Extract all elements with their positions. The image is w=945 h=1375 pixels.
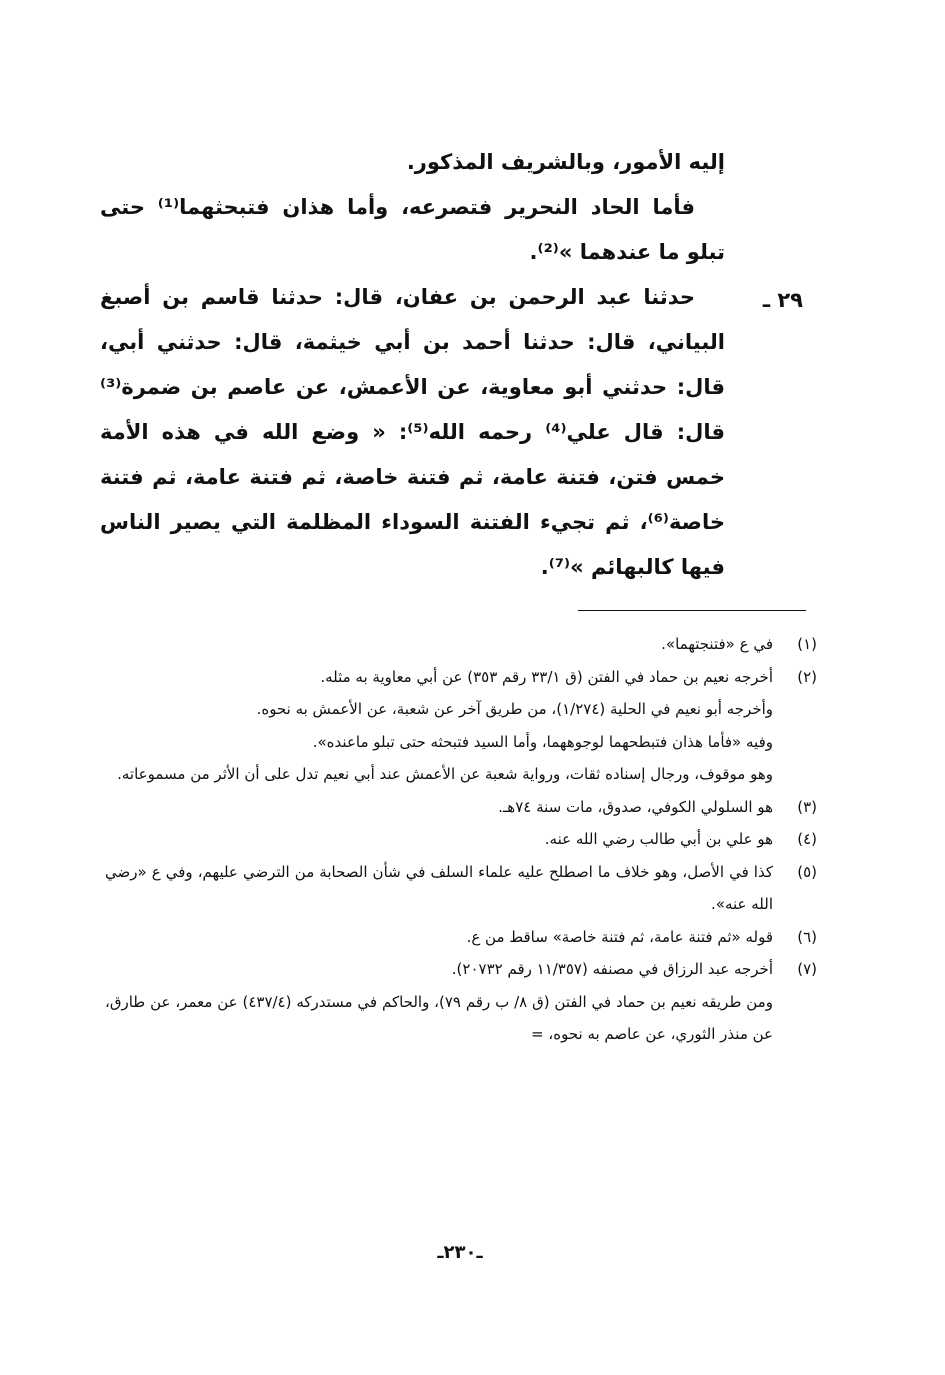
footnote-7-continuation: ومن طريقه نعيم بن حماد في الفتن (ق ٨/ ب رقم ٧٩)، والحاكم في مستدركه (٤٣٧/٤) عن معمر، عن طارق، عن منذر الثوري، عن عاصم به نحوه، =: [105, 992, 773, 1043]
footnote-4: [105, 823, 817, 856]
footnote-2-continuation: وأخرجه أبو نعيم في الحلية (١/٢٧٤)، من طريق آخر عن شعبة، عن الأعمش به نحوه.: [256, 700, 773, 718]
footnote-5: [105, 856, 817, 921]
footnote-text: في ع «فتنجتهما».: [661, 635, 773, 653]
footnote-number: (٣): [797, 797, 817, 816]
footnote-number: (٤): [797, 830, 817, 848]
footnote-text: قوله «ثم فتنة عامة، ثم فتنة خاصة» ساقط من ع.: [466, 927, 773, 946]
hadith-number: ٢٩ ـ: [762, 288, 803, 312]
footnote-text: أخرجه نعيم بن حماد في الفتن (ق ٣٣/١ رقم ٣٥٣) عن أبي معاوية به مثله.: [320, 667, 773, 686]
footnotes: [105, 628, 817, 1051]
footnote-2-continuation: وهو موقوف، ورجال إسناده ثقات، ورواية شعبة عن الأعمش عند أبي نعيم تدل على أن الأثر من مسموعاته.: [117, 765, 773, 783]
footnote-number: (٧): [797, 960, 817, 978]
footnote-separator: [578, 610, 806, 611]
footnote-number: (٢): [797, 667, 817, 686]
footnote-number: (٥): [797, 862, 817, 881]
text-line-1: إليه الأمور، وبالشريف المذكور.: [406, 150, 725, 174]
footnote-3: [105, 791, 817, 824]
footnote-2-continuation: وفيه «فأما هذان فتبطحهما لوجوههما، وأما السيد فتبحثه حتى تبلو ماعنده».: [312, 732, 773, 751]
footnote-7: [105, 953, 817, 986]
footnote-6: [105, 921, 817, 954]
footnote-2: [105, 661, 817, 694]
footnote-text: أخرجه عبد الرزاق في مصنفه (١١/٣٥٧ رقم ٢٠٧٣٢).: [451, 960, 773, 978]
footnote-number: (٦): [797, 927, 817, 946]
paragraph-2: فأما الحاد النحرير فتصرعه، وأما هذان فتبحثهما⁽¹⁾ حتى تبلو ما عندهما »⁽²⁾.: [100, 195, 725, 264]
hadith-29-text: حدثنا عبد الرحمن بن عفان، قال: حدثنا قاسم بن أصبغ البياني، قال: حدثنا أحمد بن أبي خيثمة، قال: حدثني أبي، قال: حدثني أبو معاوية، عن الأعمش، عن عاصم بن ضمرة⁽³⁾ قال: قال علي⁽⁴⁾ رحمه الله⁽⁵⁾: « وضع الله في هذه الأمة خمس فتن، فتنة عامة، ثم فتنة خاصة، ثم فتنة عامة، ثم فتنة خاصة⁽⁶⁾، ثم تجيء الفتنة السوداء المظلمة التي يصير الناس فيها كالبهائم »⁽⁷⁾.: [100, 285, 726, 579]
footnote-text: هو علي بن أبي طالب رضي الله عنه.: [544, 830, 773, 848]
main-text: [100, 140, 725, 590]
page-number: ـ٢٣٠ـ: [437, 1242, 483, 1263]
footnote-text: كذا في الأصل، وهو خلاف ما اصطلح عليه علماء السلف في شأن الصحابة من الترضي عليهم، وفي ع «رضي الله عنه».: [105, 862, 773, 913]
footnote-text: هو السلولي الكوفي، صدوق، مات سنة ٧٤هـ.: [498, 797, 773, 816]
footnote-number: (١): [797, 635, 817, 653]
footnote-1: [105, 628, 817, 661]
